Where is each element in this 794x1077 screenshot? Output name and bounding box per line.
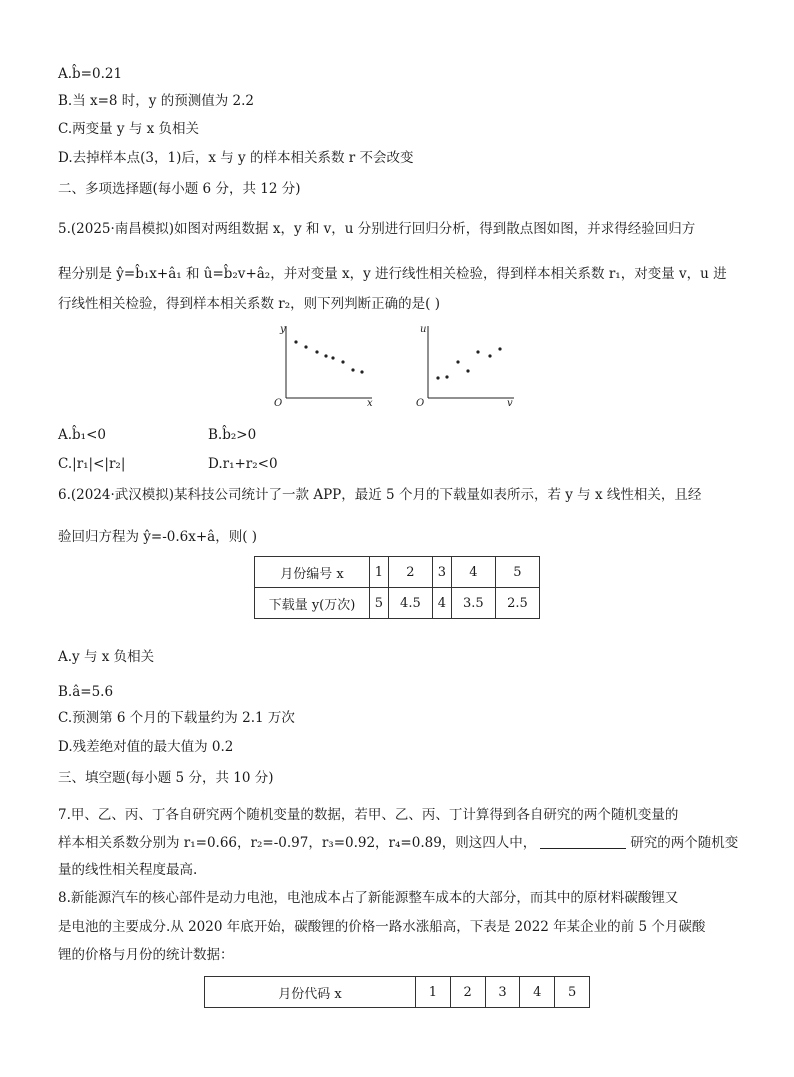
table-cell: 2 — [388, 557, 432, 588]
table-row — [255, 557, 540, 588]
table-header-cell: 月份代码 x — [205, 977, 416, 1008]
plot1-x-axis-label: x — [367, 398, 373, 409]
table-cell: 2 — [450, 977, 485, 1008]
table-cell: 5 — [555, 977, 590, 1008]
q4-option-b: B.当 x=8 时，y 的预测值为 2.2 — [58, 93, 254, 109]
q8-data-table — [204, 976, 590, 1008]
section-3-heading: 三、填空题(每小题 5 分，共 10 分) — [58, 770, 274, 786]
plot1-origin-label: O — [274, 398, 283, 409]
table-cell: 5 — [370, 588, 389, 619]
section-2-heading: 二、多项选择题(每小题 6 分，共 12 分) — [58, 181, 301, 197]
q8-stem-line-2: 是电池的主要成分.从 2020 年底开始，碳酸锂的价格一路水涨船高，下表是 2022 年某企业的前 5 个月碳酸 — [58, 919, 706, 935]
q4-option-a: A.b̂=0.21 — [58, 66, 123, 82]
table-cell: 4 — [520, 977, 555, 1008]
table-cell: 3 — [485, 977, 520, 1008]
plot2-y-axis-label: u — [420, 324, 427, 335]
q6-stem-line-1: 6.(2024·武汉模拟)某科技公司统计了一款 APP，最近 5 个月的下载量如表所示，若 y 与 x 线性相关，且经 — [58, 487, 702, 503]
table-cell: 2.5 — [495, 588, 539, 619]
q6-option-a: A.y 与 x 负相关 — [58, 649, 155, 665]
q5-option-d: D.r₁+r₂<0 — [208, 456, 278, 472]
q8-stem-line-3: 锂的价格与月份的统计数据： — [58, 947, 234, 963]
q6-stem-line-2: 验回归方程为 ŷ=-0.6x+â，则( ) — [58, 529, 258, 545]
q7-stem-line-2-start: 样本相关系数分别为 r₁=0.66，r₂=-0.97，r₃=0.92，r₄=0.89，则这四人中， — [58, 835, 537, 851]
scatter-plot-vu — [410, 322, 520, 412]
table-header-cell: 下载量 y(万次) — [255, 588, 370, 619]
table-cell: 4.5 — [388, 588, 432, 619]
q6-option-c: C.预测第 6 个月的下载量约为 2.1 万次 — [58, 710, 295, 726]
table-cell: 3 — [432, 557, 451, 588]
table-row — [205, 977, 590, 1008]
answer-blank[interactable] — [540, 836, 626, 849]
table-row — [255, 588, 540, 619]
table-cell: 4 — [451, 557, 495, 588]
plot1-y-axis-label: y — [280, 324, 286, 335]
table-cell: 4 — [432, 588, 451, 619]
q5-stem-line-1: 5.(2025·南昌模拟)如图对两组数据 x，y 和 v，u 分别进行回归分析，得到散点图如图，并求得经验回归方 — [58, 221, 696, 237]
table-cell: 3.5 — [451, 588, 495, 619]
q6-option-b: B.â=5.6 — [58, 684, 114, 700]
q7-stem-line-2 — [58, 834, 738, 852]
q7-stem-line-3: 量的线性相关程度最高. — [58, 862, 198, 878]
q8-stem-line-1: 8.新能源汽车的核心部件是动力电池，电池成本占了新能源整车成本的大部分，而其中的原材料碳酸锂又 — [58, 890, 679, 906]
q5-option-a: A.b̂₁<0 — [58, 427, 106, 443]
q4-option-c: C.两变量 y 与 x 负相关 — [58, 121, 200, 137]
table-cell: 5 — [495, 557, 539, 588]
q4-option-d: D.去掉样本点(3，1)后，x 与 y 的样本相关系数 r 不会改变 — [58, 150, 414, 166]
q7-stem-line-1: 7.甲、乙、丙、丁各自研究两个随机变量的数据，若甲、乙、丙、丁计算得到各自研究的两个随机变量的 — [58, 807, 679, 823]
table-cell: 1 — [370, 557, 389, 588]
q5-stem-line-3: 行线性相关检验，得到样本相关系数 r₂，则下列判断正确的是( ) — [58, 296, 440, 312]
table-header-cell: 月份编号 x — [255, 557, 370, 588]
q7-stem-line-2-end: 研究的两个随机变 — [630, 835, 739, 851]
plot2-origin-label: O — [416, 398, 425, 409]
plot2-x-axis-label: v — [507, 398, 513, 409]
q5-stem-line-2: 程分别是 ŷ=b̂₁x+â₁ 和 û=b̂₂v+â₂，并对变量 x，y 进行线性相关检验，得到样本相关系数 r₁，对变量 v，u 进 — [58, 266, 727, 282]
q5-option-b: B.b̂₂>0 — [208, 427, 257, 443]
q6-data-table — [254, 556, 540, 619]
scatter-plot-xy — [268, 322, 378, 412]
q5-option-c: C.|r₁|<|r₂| — [58, 456, 126, 472]
q6-option-d: D.残差绝对值的最大值为 0.2 — [58, 739, 234, 755]
table-cell: 1 — [416, 977, 451, 1008]
